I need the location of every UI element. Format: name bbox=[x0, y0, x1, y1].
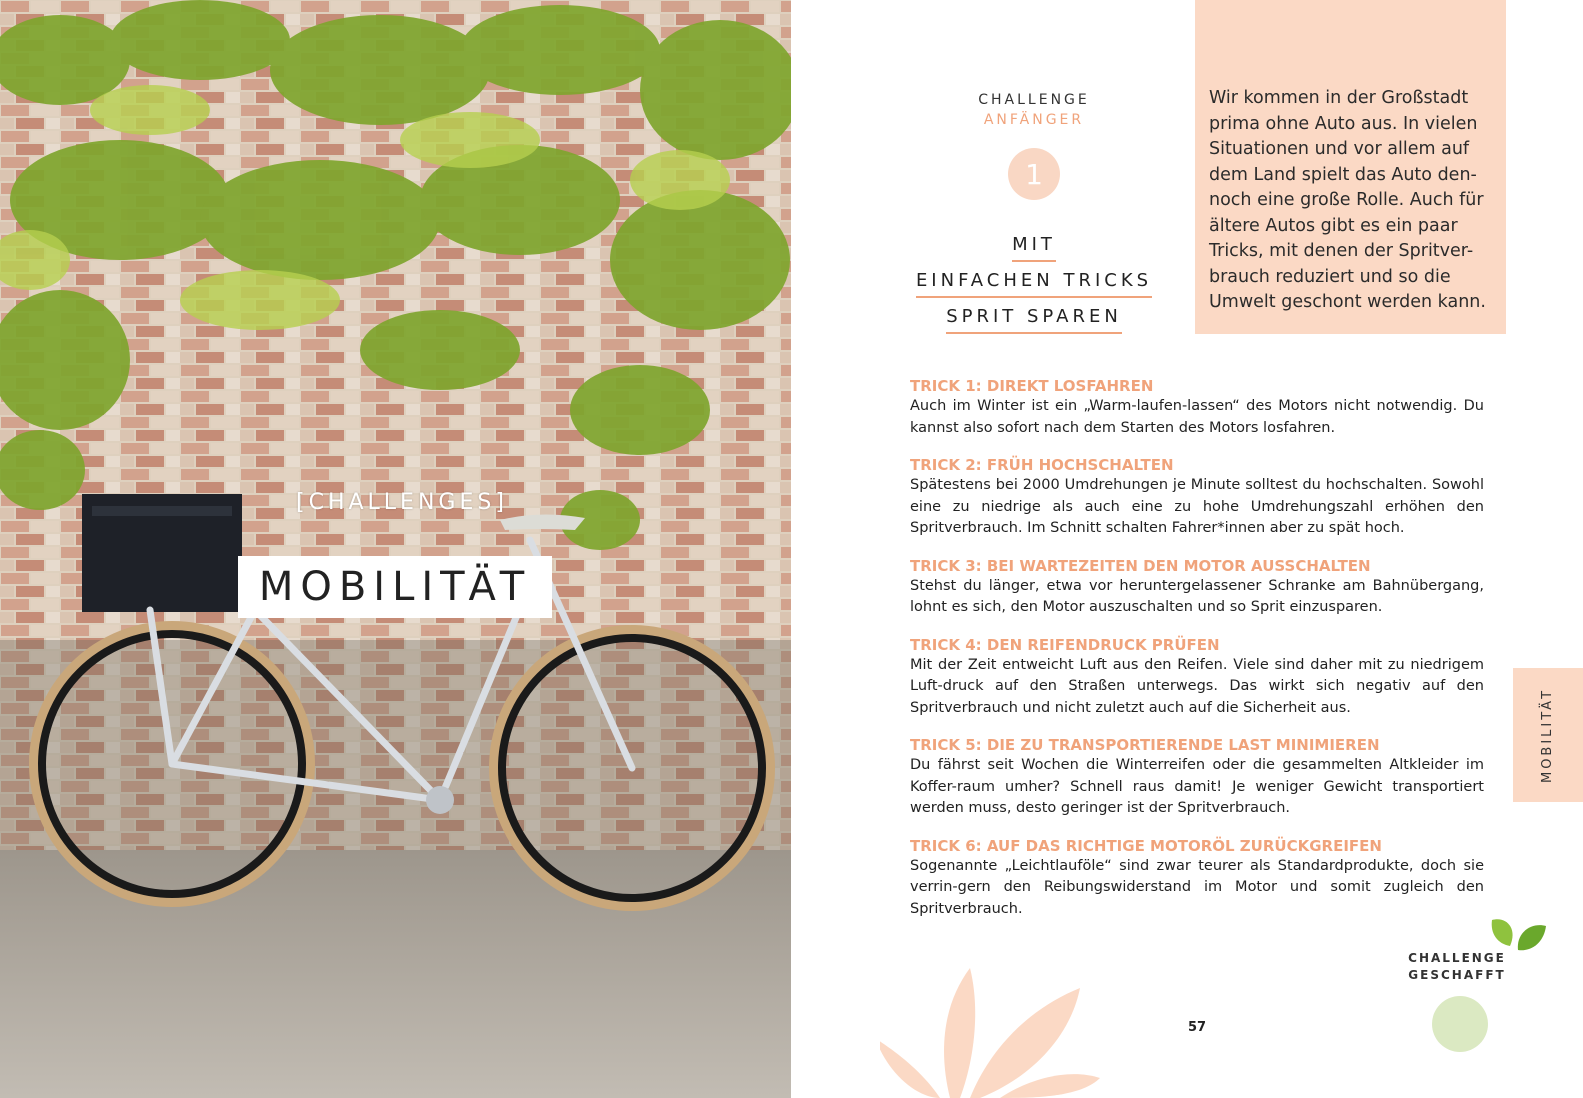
trick-title: TRICK 5: DIE ZU TRANSPORTIERENDE LAST MINIMIEREN bbox=[910, 736, 1380, 754]
trick-text: Auch im Winter ist ein „Warm-laufen-lassen“ des Motors nicht notwendig. Du kannst also sofort nach dem Starten des Motors losfahren. bbox=[910, 398, 1484, 436]
intro-text: Wir kommen in der Großstadt prima ohne Auto aus. In vielen Situationen und vor allem auf dem Land spielt das Auto den-noch eine große Rolle. Auch für ältere Autos gibt es ein paar Tricks, mit denen der Spritver-brauch reduziert und so die Umwelt geschont werden kann. bbox=[1209, 88, 1486, 312]
chapter-side-tab bbox=[1513, 668, 1583, 802]
challenge-done-checkbox[interactable] bbox=[1432, 996, 1488, 1052]
trick-text: Spätestens bei 2000 Umdrehungen je Minute solltest du hochschalten. Sowohl eine zu niedrige als auch eine zu hohe Umdrehungszahl erhöhen den Spritverbrauch. Im Schnitt schalten Fahrer*innen aber zu spät hoch. bbox=[910, 477, 1484, 536]
trick-item bbox=[910, 836, 1484, 921]
done-line-1: CHALLENGE bbox=[1408, 951, 1506, 965]
headline-line-2: EINFACHEN TRICKS bbox=[916, 272, 1152, 298]
trick-item bbox=[910, 455, 1484, 540]
challenge-label: CHALLENGE bbox=[978, 92, 1090, 108]
trick-title: TRICK 1: DIREKT LOSFAHREN bbox=[910, 377, 1154, 395]
trick-text: Du fährst seit Wochen die Winterreifen oder die gesammelten Altkleider im Koffer-raum umher? Schnell raus damit! Je weniger Gewicht transportiert werden muss, desto geringer ist der Spritverbrauch. bbox=[910, 757, 1484, 816]
trick-title: TRICK 4: DEN REIFENDRUCK PRÜFEN bbox=[910, 635, 1220, 654]
trick-item bbox=[910, 735, 1484, 820]
trick-title: TRICK 2: FRÜH HOCHSCHALTEN bbox=[910, 456, 1174, 474]
side-tab-label: MOBILITÄT bbox=[1540, 687, 1556, 783]
page-title: MOBILITÄT bbox=[258, 564, 532, 610]
trick-text: Mit der Zeit entweicht Luft aus den Reifen. Viele sind daher mit zu niedrigem Luft-druck auf den Straßen unterwegs. Das wirkt sich negativ auf den Spritverbrauch und nicht zuletzt auch auf die Sicherheit aus. bbox=[910, 656, 1484, 716]
bicycle-against-ivy-wall-illustration bbox=[0, 0, 791, 1098]
challenge-number-badge bbox=[1008, 148, 1060, 200]
trick-item bbox=[910, 635, 1484, 720]
challenge-level: ANFÄNGER bbox=[983, 112, 1085, 128]
challenge-done-label bbox=[1402, 950, 1512, 984]
section-tag: [CHALLENGES] bbox=[296, 490, 508, 515]
page-number: 57 bbox=[1188, 1020, 1207, 1035]
floral-decoration-icon bbox=[880, 948, 1120, 1098]
challenge-headline bbox=[910, 226, 1158, 334]
headline-line-1: MIT bbox=[1012, 236, 1056, 262]
tricks-list bbox=[910, 376, 1484, 936]
trick-item bbox=[910, 556, 1484, 619]
trick-text: Sogenannte „Leichtlauföle“ sind zwar teurer als Standardprodukte, doch sie verrin-gern den Reibungswiderstand im Motor und somit zugleich den Spritverbrauch. bbox=[910, 857, 1484, 917]
trick-title: TRICK 6: AUF DAS RICHTIGE MOTORÖL ZURÜCKGREIFEN bbox=[910, 836, 1382, 855]
cover-photo bbox=[0, 0, 791, 1098]
trick-title: TRICK 3: BEI WARTEZEITEN DEN MOTOR AUSSCHALTEN bbox=[910, 556, 1371, 575]
challenge-number: 1 bbox=[1025, 157, 1043, 191]
headline-line-3: SPRIT SPAREN bbox=[946, 308, 1122, 334]
challenge-header bbox=[910, 92, 1158, 334]
trick-text: Stehst du länger, etwa vor heruntergelassener Schranke am Bahnübergang, lohnt es sich, den Motor auszuschalten und so Sprit einzusparen. bbox=[910, 577, 1484, 615]
trick-item bbox=[910, 376, 1484, 439]
title-box bbox=[238, 556, 552, 618]
done-line-2: GESCHAFFT bbox=[1408, 968, 1506, 982]
intro-box bbox=[1195, 0, 1506, 334]
